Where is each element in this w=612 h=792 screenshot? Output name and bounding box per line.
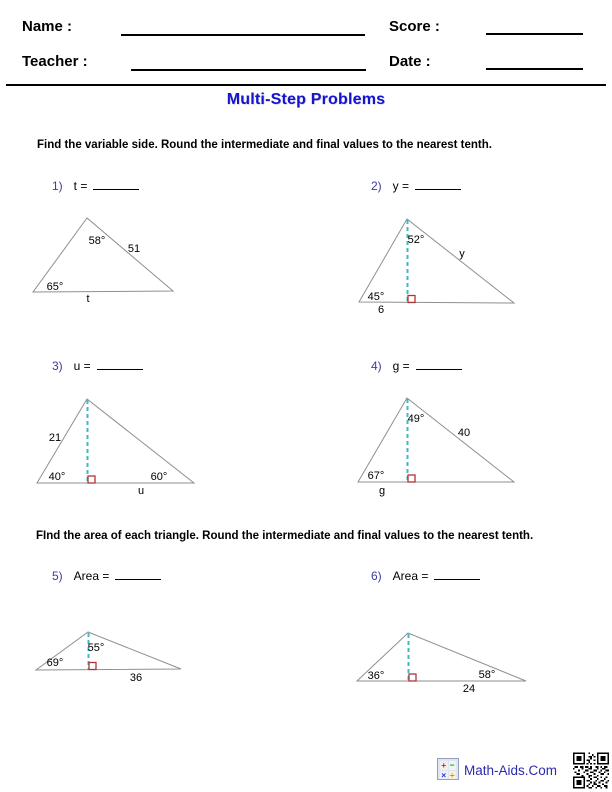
plus-icon: + bbox=[441, 760, 447, 770]
problem-3-prompt: u = bbox=[73, 359, 91, 373]
triangle-3-shape bbox=[30, 390, 205, 500]
triangle-2-figure bbox=[350, 210, 525, 315]
triangle-4-apex-angle-label: 49° bbox=[407, 413, 425, 425]
problem-2-prompt: y = bbox=[392, 179, 410, 193]
problem-6-prompt: Area = bbox=[392, 569, 429, 583]
right-angle-marker bbox=[88, 476, 95, 483]
triangle-6-left-angle-label: 36° bbox=[367, 670, 385, 682]
triangle-1-apex-angle-label: 58° bbox=[88, 235, 106, 247]
triangle-5-left-angle-label: 69° bbox=[46, 657, 64, 669]
section2-instruction: FInd the area of each triangle. Round the intermediate and final values to the nearest tenth. bbox=[36, 530, 534, 542]
triangle-4-right-side-label: 40 bbox=[457, 427, 471, 439]
problem-4-answer-blank[interactable] bbox=[416, 358, 462, 370]
right-angle-marker bbox=[408, 475, 415, 482]
triangle-6-right-angle-label: 58° bbox=[478, 669, 496, 681]
problem-5-answer-blank[interactable] bbox=[115, 568, 161, 580]
date-label: Date : bbox=[389, 53, 431, 70]
multiply-icon: × bbox=[441, 769, 447, 780]
triangle-1-left-angle-label: 65° bbox=[46, 281, 64, 293]
problem-5-header bbox=[52, 568, 161, 583]
header-divider bbox=[6, 84, 606, 86]
minus-icon: − bbox=[449, 760, 455, 770]
qr-code-icon bbox=[573, 752, 609, 789]
triangle-3-left-angle-label: 40° bbox=[48, 471, 66, 483]
triangle-3-figure bbox=[30, 390, 205, 500]
triangle-3-right-angle-label: 60° bbox=[150, 471, 168, 483]
triangle-2-apex-angle-label: 52° bbox=[407, 234, 425, 246]
triangle-3-base-label: u bbox=[137, 485, 145, 497]
problem-2-number: 2) bbox=[371, 179, 382, 193]
problem-6-header bbox=[371, 568, 480, 583]
score-label: Score : bbox=[389, 18, 440, 35]
triangle-5-figure bbox=[30, 622, 190, 684]
score-field-line[interactable] bbox=[486, 32, 583, 35]
triangle-4-left-angle-label: 67° bbox=[367, 470, 385, 482]
triangle-4-base-label: g bbox=[378, 485, 386, 497]
triangle-6-base-label: 24 bbox=[462, 683, 476, 695]
divide-icon: ÷ bbox=[449, 769, 455, 780]
problem-1-prompt: t = bbox=[73, 179, 88, 193]
triangle-5-apex-angle-label: 55° bbox=[87, 642, 105, 654]
triangle-2-base-label: 6 bbox=[377, 304, 385, 316]
teacher-label: Teacher : bbox=[22, 53, 88, 70]
triangle-2-left-angle-label: 45° bbox=[367, 291, 385, 303]
problem-3-number: 3) bbox=[52, 359, 63, 373]
triangle-1-right-side-label: 51 bbox=[127, 243, 141, 255]
problem-2-answer-blank[interactable] bbox=[415, 178, 461, 190]
math-aids-logo-icon bbox=[437, 758, 459, 780]
right-angle-marker bbox=[408, 296, 415, 303]
date-field-line[interactable] bbox=[486, 67, 583, 70]
triangle-5-shape bbox=[30, 622, 190, 684]
problem-4-header bbox=[371, 358, 462, 373]
problem-4-prompt: g = bbox=[392, 359, 410, 373]
triangle-3-left-side-label: 21 bbox=[48, 432, 62, 444]
problem-4-number: 4) bbox=[371, 359, 382, 373]
triangle-2-right-side-label: y bbox=[459, 248, 465, 260]
worksheet-title: Multi-Step Problems bbox=[226, 91, 386, 108]
right-angle-marker bbox=[89, 663, 96, 670]
name-label: Name : bbox=[22, 18, 73, 35]
problem-5-number: 5) bbox=[52, 569, 63, 583]
triangle-6-shape bbox=[350, 622, 535, 696]
problem-3-answer-blank[interactable] bbox=[97, 358, 143, 370]
problem-6-answer-blank[interactable] bbox=[434, 568, 480, 580]
brand-link[interactable]: Math-Aids.Com bbox=[464, 763, 558, 778]
triangle-4-figure bbox=[350, 390, 525, 500]
teacher-field-line[interactable] bbox=[131, 68, 366, 71]
triangle-1-figure bbox=[30, 210, 180, 305]
problem-2-header bbox=[371, 178, 461, 193]
problem-1-header bbox=[52, 178, 139, 193]
problem-3-header bbox=[52, 358, 143, 373]
section1-instruction: Find the variable side. Round the intermediate and final values to the nearest tenth. bbox=[37, 139, 492, 151]
triangle-5-base-label: 36 bbox=[129, 672, 143, 684]
triangle-1-base-label: t bbox=[86, 293, 90, 305]
problem-6-number: 6) bbox=[371, 569, 382, 583]
triangle-4-shape bbox=[350, 390, 525, 500]
name-field-line[interactable] bbox=[121, 33, 365, 36]
problem-1-answer-blank[interactable] bbox=[93, 178, 139, 190]
problem-5-prompt: Area = bbox=[73, 569, 110, 583]
right-angle-marker bbox=[409, 674, 416, 681]
problem-1-number: 1) bbox=[52, 179, 63, 193]
triangle-6-figure bbox=[350, 622, 535, 696]
